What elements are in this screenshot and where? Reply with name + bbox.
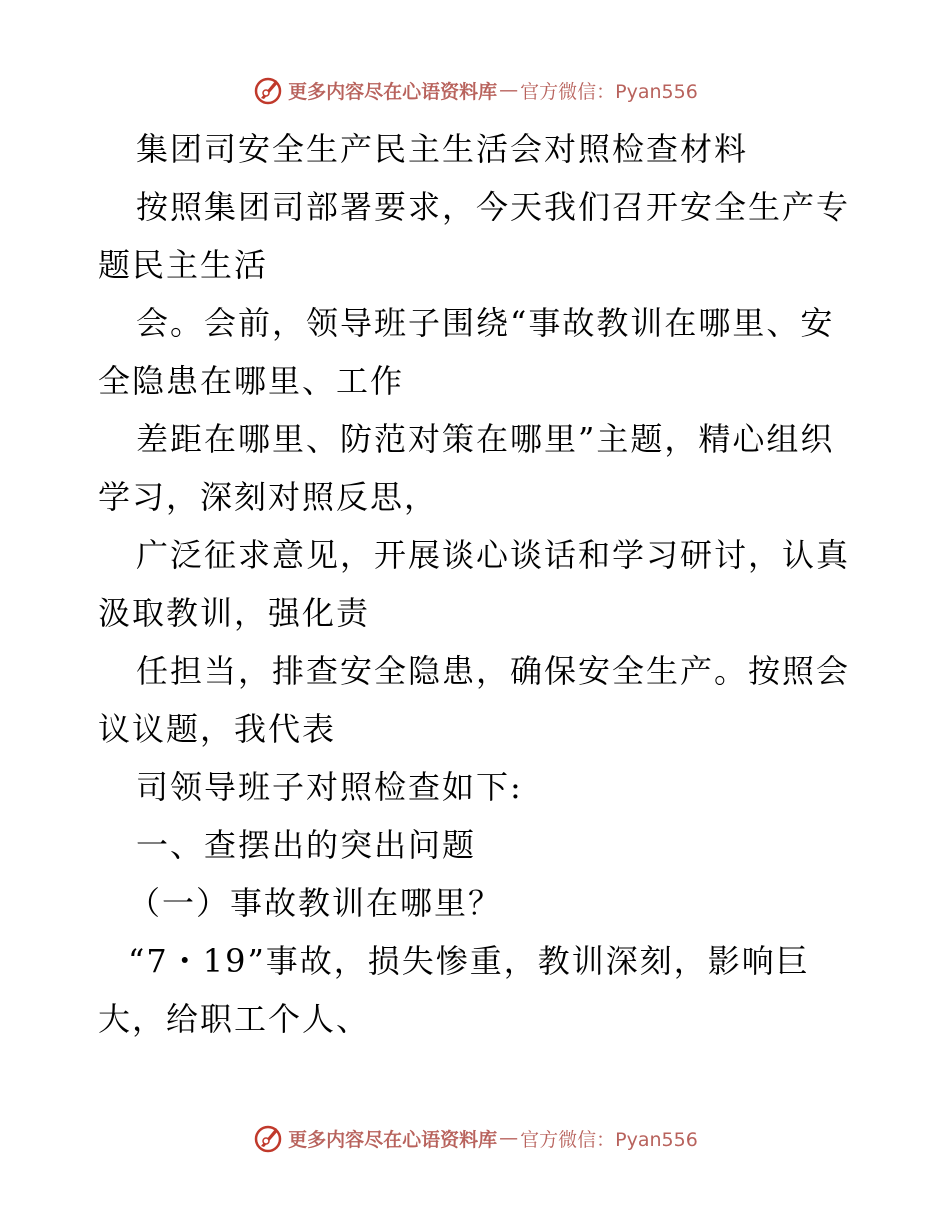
quill-circle-icon xyxy=(252,74,284,106)
watermark-banner-top xyxy=(0,70,950,110)
watermark-site-text: 更多内容尽在心语资料库 xyxy=(288,1128,498,1151)
watermark-contact-text: 官方微信：Pyan556 xyxy=(520,1128,698,1151)
watermark-site-text: 更多内容尽在心语资料库 xyxy=(288,80,498,103)
paragraph-line: 议议题，我代表 xyxy=(98,710,337,748)
paragraph-line: 汲取教训，强化责 xyxy=(98,594,371,632)
section-heading: 一、查摆出的突出问题 xyxy=(136,826,477,864)
subsection-heading: （一）事故教训在哪里？ xyxy=(128,884,503,922)
watermark-separator: — xyxy=(499,1127,519,1149)
document-title: 集团司安全生产民主生活会对照检查材料 xyxy=(136,130,749,168)
document-body xyxy=(98,120,858,1048)
watermark-contact-text: 官方微信：Pyan556 xyxy=(520,80,698,103)
paragraph-line: 全隐患在哪里、工作 xyxy=(98,362,405,400)
paragraph-line: 广泛征求意见，开展谈心谈话和学习研讨，认真 xyxy=(136,536,851,574)
paragraph-line: 学习，深刻对照反思， xyxy=(98,478,439,516)
paragraph-line: 差距在哪里、防范对策在哪里”主题，精心组织 xyxy=(136,420,835,458)
watermark-separator: — xyxy=(499,79,519,101)
paragraph-line: 题民主生活 xyxy=(98,246,269,284)
paragraph-line: 按照集团司部署要求，今天我们召开安全生产专 xyxy=(136,188,851,226)
watermark-banner-bottom xyxy=(0,1118,950,1158)
quill-circle-icon xyxy=(252,1122,284,1154)
paragraph-line: 任担当，排查安全隐患，确保安全生产。按照会 xyxy=(136,652,851,690)
paragraph-line: “7・19”事故，损失惨重，教训深刻，影响巨 xyxy=(128,942,810,980)
paragraph-line: 大，给职工个人、 xyxy=(98,1000,371,1038)
paragraph-line: 会。会前，领导班子围绕“事故教训在哪里、安 xyxy=(136,304,835,342)
paragraph-line: 司领导班子对照检查如下: xyxy=(136,768,523,806)
